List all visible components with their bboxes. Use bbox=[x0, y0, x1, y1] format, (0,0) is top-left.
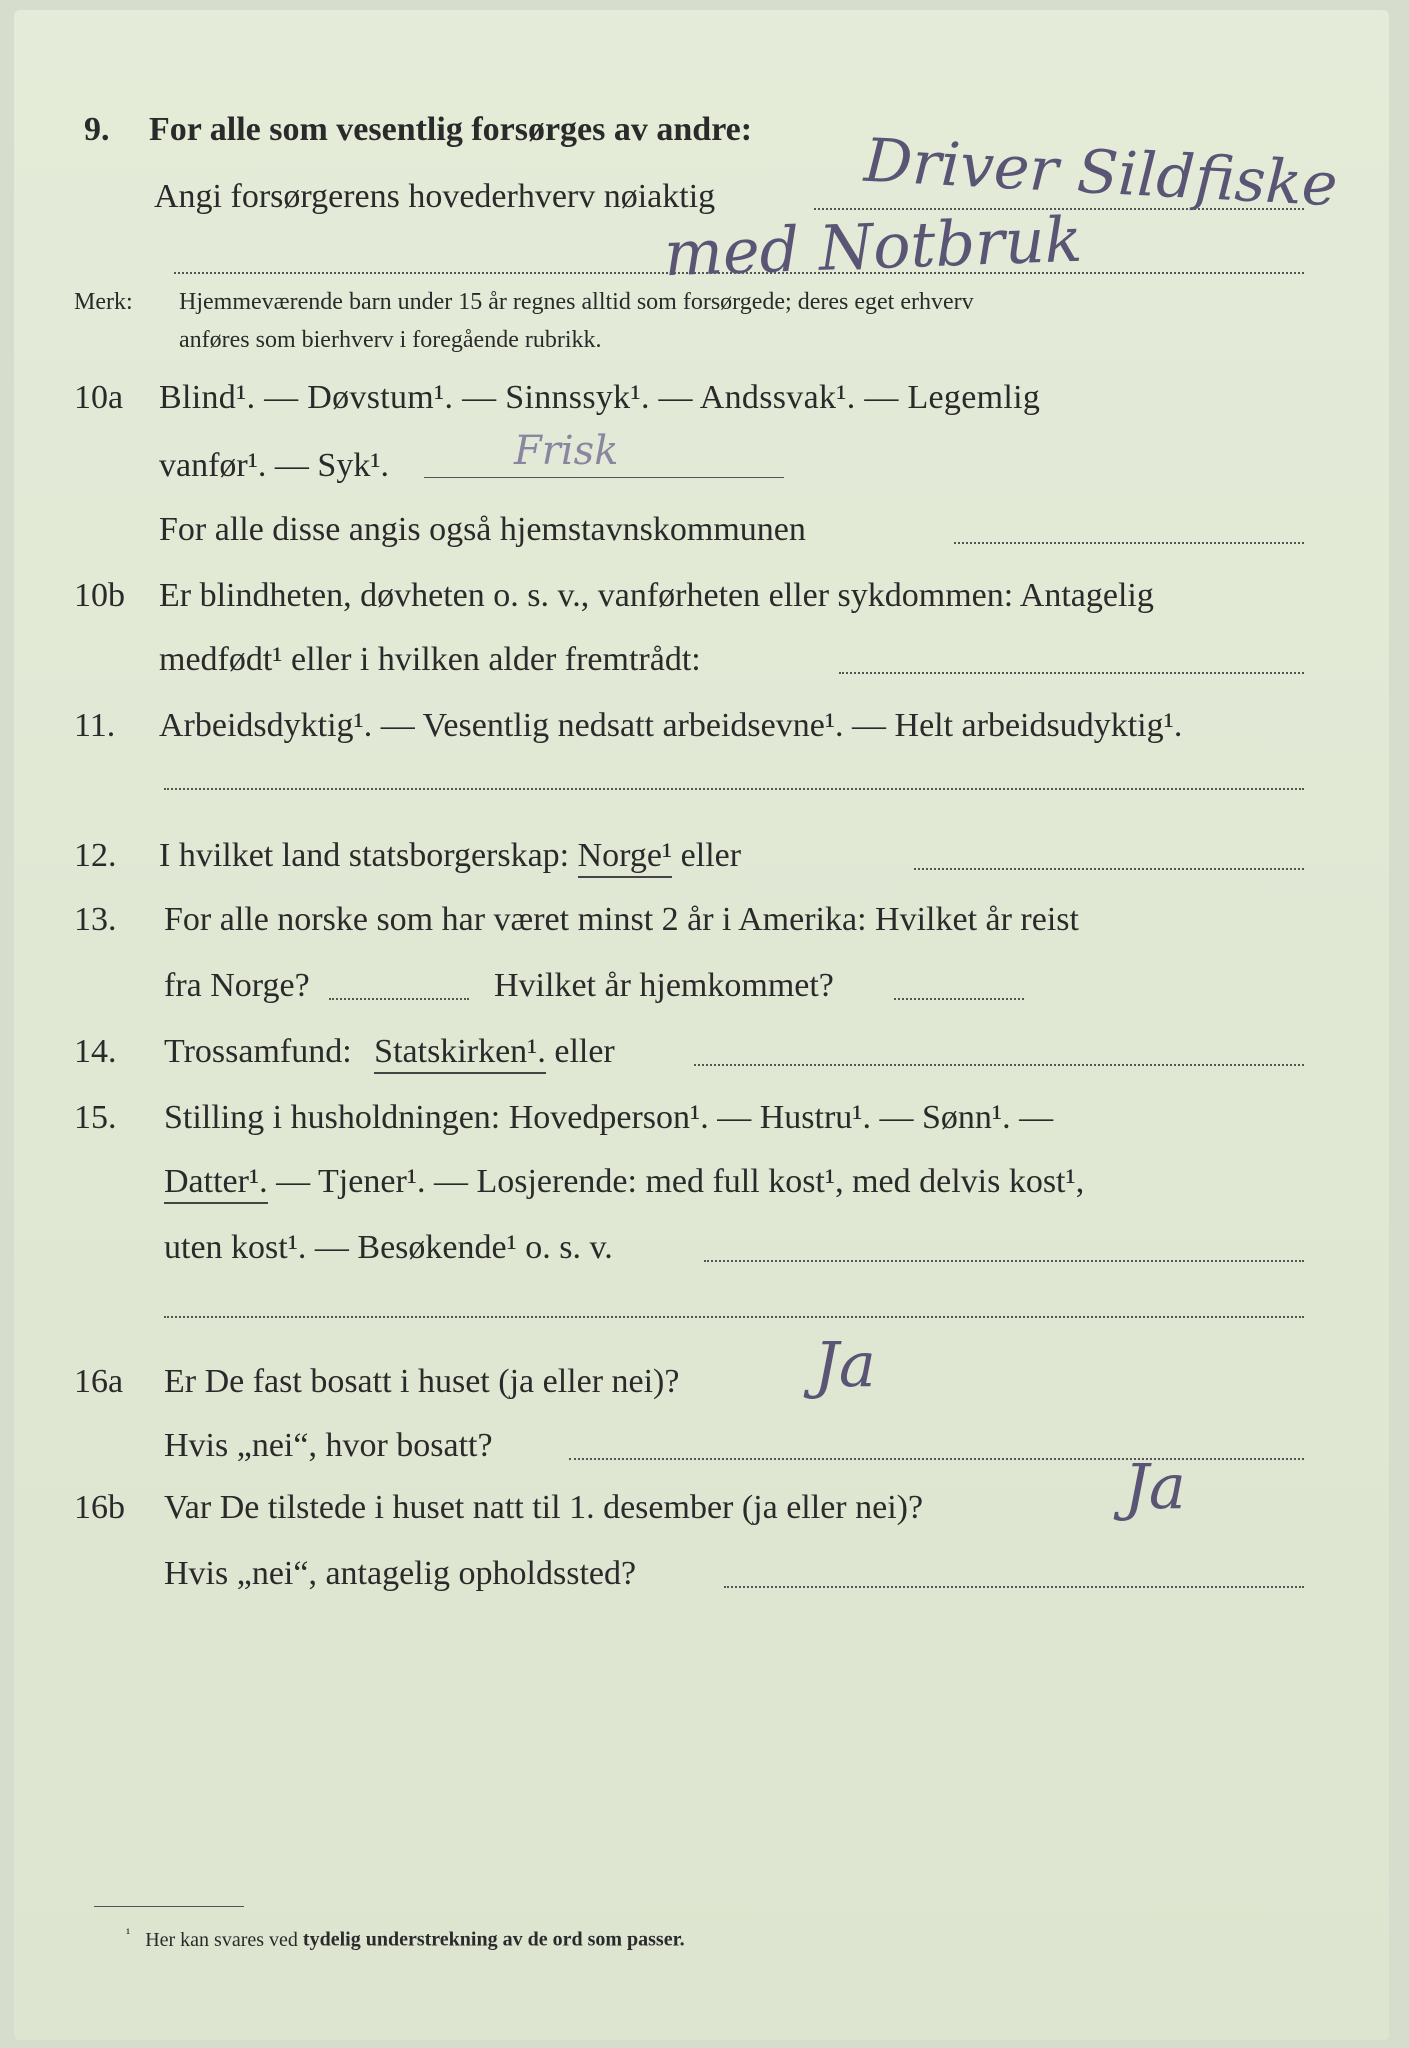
q12-number: 12. bbox=[74, 837, 117, 874]
q15-answer-line1 bbox=[704, 1260, 1304, 1262]
q16b-line1: Var De tilstede i huset natt til 1. desember (ja eller nei)? bbox=[164, 1489, 924, 1526]
q10b-line1: Er blindheten, døvheten o. s. v., vanførheten eller sykdommen: Antagelig bbox=[159, 577, 1154, 614]
footnote-divider bbox=[94, 1906, 244, 1907]
q13-hjemkommet-line bbox=[894, 998, 1024, 1000]
q16a-line2: Hvis „nei“, hvor bosatt? bbox=[164, 1427, 493, 1464]
q13-line2a: fra Norge? bbox=[164, 967, 310, 1004]
q16b-handwritten-answer: Ja bbox=[1124, 1450, 1186, 1523]
q15-line2 bbox=[164, 1162, 1084, 1202]
q10a-hjemstavn-line bbox=[954, 542, 1304, 544]
q10b-number: 10b bbox=[74, 577, 125, 614]
q15-line1: Stilling i husholdningen: Hovedperson¹. — Hustru¹. — Sønn¹. — bbox=[164, 1099, 1054, 1136]
q15-answer-line2 bbox=[164, 1316, 1304, 1318]
q10a-line2: vanfør¹. — Syk¹. bbox=[159, 447, 390, 484]
q10a-line3: For alle disse angis også hjemstavnskommunen bbox=[159, 511, 806, 548]
footnote bbox=[126, 1922, 685, 1953]
footnote-text-plain: Her kan svares ved bbox=[145, 1928, 298, 1951]
q13-line2b: Hvilket år hjemkommet? bbox=[494, 967, 834, 1004]
q14-label: Trossamfund: bbox=[164, 1033, 352, 1070]
q16b-answer-line bbox=[724, 1586, 1304, 1588]
q15-line2-rest: — Tjener¹. — Losjerende: med full kost¹, med delvis kost¹, bbox=[276, 1163, 1085, 1200]
q12-eller: eller bbox=[680, 837, 742, 874]
q9-number: 9. bbox=[84, 111, 110, 148]
q12-question: I hvilket land statsborgerskap: bbox=[159, 837, 570, 874]
q14-number: 14. bbox=[74, 1033, 117, 1070]
q13-number: 13. bbox=[74, 901, 117, 938]
q11-answer-line bbox=[164, 788, 1304, 790]
q10a-line1: Blind¹. — Døvstum¹. — Sinnssyk¹. — Andssvak¹. — Legemlig bbox=[159, 379, 1041, 416]
q16b-line2: Hvis „nei“, antagelig opholdssted? bbox=[164, 1555, 637, 1592]
q10b-answer-line bbox=[839, 672, 1304, 674]
q11-line1: Arbeidsdyktig¹. — Vesentlig nedsatt arbeidsevne¹. — Helt arbeidsudyktig¹. bbox=[159, 707, 1183, 744]
footnote-text-bold: tydelig understrekning av de ord som passer. bbox=[302, 1928, 685, 1951]
q16a-number: 16a bbox=[74, 1363, 124, 1400]
q9-line2: Angi forsørgerens hovederhverv nøiaktig bbox=[154, 178, 716, 215]
census-form-page bbox=[14, 10, 1389, 2040]
q14-eller: eller bbox=[554, 1033, 615, 1070]
q14-underlined-statskirken: Statskirken¹. bbox=[374, 1033, 546, 1074]
q14-answer-line bbox=[694, 1064, 1304, 1066]
q10a-handwritten-answer: Frisk bbox=[514, 428, 619, 474]
q16b-number: 16b bbox=[74, 1489, 125, 1526]
merk-line1: Hjemmeværende barn under 15 år regnes alltid som forsørgede; deres eget erhverv bbox=[179, 289, 974, 315]
q15-line3: uten kost¹. — Besøkende¹ o. s. v. bbox=[164, 1229, 613, 1266]
footnote-mark: ¹ bbox=[126, 1927, 131, 1942]
q11-number: 11. bbox=[74, 707, 116, 744]
q9-handwritten-answer1: Driver Sildfiske bbox=[862, 125, 1340, 221]
q13-reist-line bbox=[329, 998, 469, 1000]
q12-line bbox=[159, 836, 741, 876]
q16a-handwritten-answer: Ja bbox=[814, 1328, 876, 1401]
q16a-answer-line bbox=[569, 1458, 1304, 1460]
q13-line1: For alle norske som har været minst 2 år i Amerika: Hvilket år reist bbox=[164, 901, 1079, 938]
q14-line bbox=[164, 1032, 615, 1072]
q9-handwritten-answer2: med Notbruk bbox=[662, 202, 1084, 291]
q15-underlined-datter: Datter¹. bbox=[164, 1163, 268, 1204]
q12-underlined-norge: Norge¹ bbox=[578, 837, 673, 878]
q10b-line2: medfødt¹ eller i hvilken alder fremtrådt: bbox=[159, 641, 701, 678]
q9-line1: For alle som vesentlig forsørges av andre: bbox=[149, 111, 753, 148]
merk-label: Merk: bbox=[74, 289, 133, 315]
q10a-number: 10a bbox=[74, 379, 124, 416]
q10a-answer-line bbox=[424, 477, 784, 478]
merk-line2: anføres som bierhverv i foregående rubrikk. bbox=[179, 327, 602, 353]
q16a-line1: Er De fast bosatt i huset (ja eller nei)? bbox=[164, 1363, 680, 1400]
q15-number: 15. bbox=[74, 1099, 117, 1136]
q12-answer-line bbox=[914, 868, 1304, 870]
